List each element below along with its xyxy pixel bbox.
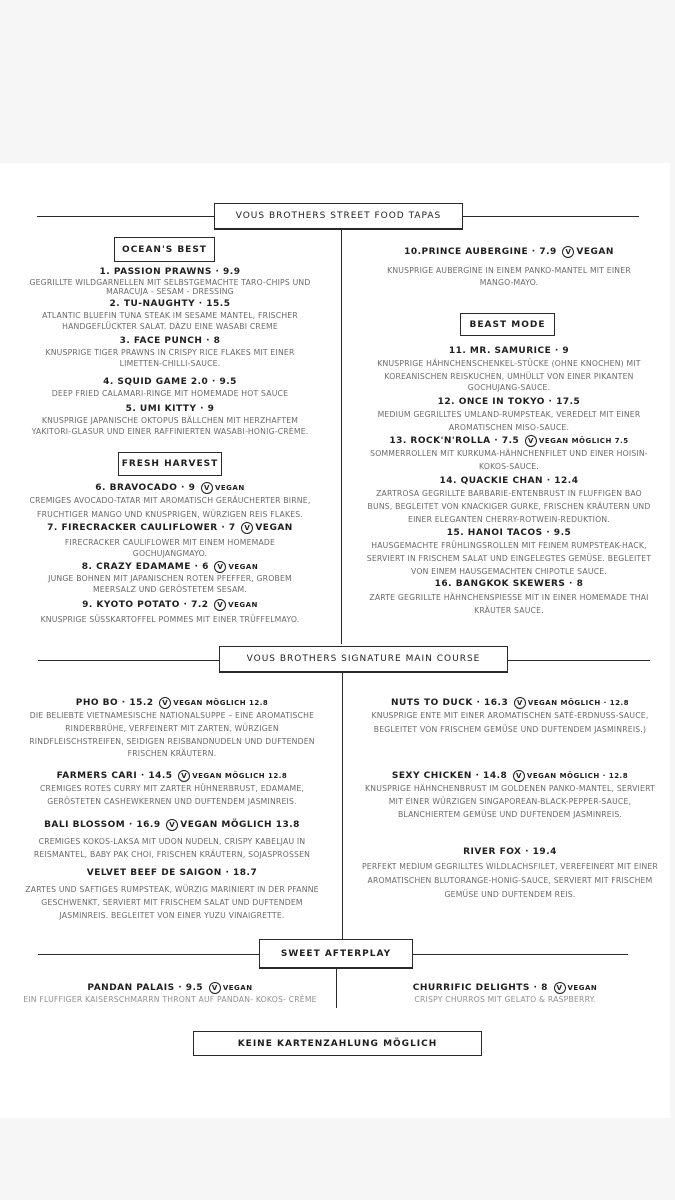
item-desc: JUNGE BOHNEN MIT JAPANISCHEN ROTEN PFEFFER, GROBEM <box>48 574 292 583</box>
item-title: 2. TU-NAUGHTY · 15.5 <box>109 299 231 309</box>
item-desc: KRÄUTER SAUCE. <box>474 606 544 615</box>
item-title: 15. HANOI TACOS · 9.5 <box>446 528 572 538</box>
item-title: PHO BO · 15.2 V VEGAN MÖGLICH 12.8 <box>75 698 269 708</box>
item-desc: RINDERBRÜHE, VERFEINERT MIT ZARTEN, WÜRZIGEN <box>65 724 279 733</box>
item-title: 12. ONCE IN TOKYO · 17.5 <box>437 397 581 407</box>
item-title: 14. QUACKIE CHAN · 12.4 <box>439 476 579 486</box>
item-title: 11. MR. SAMURICE · 9 <box>448 346 570 356</box>
menu-item <box>6 335 334 369</box>
menu-item <box>6 376 334 399</box>
item-title: 9. KYOTO POTATO · 7.2 V VEGAN <box>82 600 258 610</box>
item-desc: PERFEKT MEDIUM GEGRILLTES WILDLACHSFILET, VEREFEINERT MIT EINER <box>361 862 659 871</box>
item-desc: REISMANTEL, BABY PAK CHOI, FRISCHEN KRÄUTERN, SOJASPROSSEN <box>33 850 311 859</box>
sweet-divider <box>336 968 337 1008</box>
item-desc: MARACUJA - SESAM - DRESSING <box>106 287 234 296</box>
menu-item <box>340 982 670 1005</box>
menu-item <box>4 697 340 760</box>
item-desc: RINDFLEISCHSTREIFEN, SEIDIGEN REISBANDNUDELN UND DUFTENDEN <box>29 737 315 746</box>
item-desc: SERVIERT IN FRISCHEM SALAT UND EINGELEGTES GEMÜSE. BEGLEITET <box>366 554 652 563</box>
signature-divider <box>342 673 343 939</box>
item-desc: KOREANISCHEN REISKUCHEN, UMHÜLLT VON EINER PIKANTEN <box>384 372 634 381</box>
item-desc: GEMÜSE UND DUFTENDEM REIS. <box>444 890 576 899</box>
vegan-icon: V <box>201 482 213 494</box>
item-title: 8. CRAZY EDAMAME · 6 V VEGAN <box>81 562 259 572</box>
menu-item <box>350 345 668 392</box>
item-desc: KNUSPRIGE ENTE MIT EINER AROMATISCHEN SATÉ-ERDNUSS-SAUCE, <box>371 711 649 720</box>
item-desc: DEEP FRIED CALAMARI-RINGE MIT HOMEMADE HOT SAUCE <box>51 389 289 398</box>
menu-item <box>350 578 668 616</box>
item-title: PANDAN PALAIS · 9.5 V VEGAN <box>87 983 253 993</box>
item-desc: HANDGEFLÜCKTER SALAT. DAZU EINE WASABI CREME <box>62 322 278 331</box>
menu-item <box>4 819 340 861</box>
item-desc: EIN FLUFFIGER KAISERSCHMARRN THRONT AUF PANDAN- KOKOS- CRÈME <box>23 995 317 1004</box>
signature-header: VOUS BROTHERS SIGNATURE MAIN COURSE <box>219 646 508 673</box>
menu-sheet <box>0 163 670 1118</box>
item-desc: KOKOS-SAUCE. <box>479 462 539 471</box>
item-desc: YAKITORI-GLASUR UND EINER RAFFINIERTEN WASABI-HONIG-CRÈME. <box>31 427 309 436</box>
item-title: 7. FIRECRACKER CAULIFLOWER · 7 V VEGAN <box>47 523 293 533</box>
item-desc: GERÖSTETEN CASHEWKERNEN UND DUFTENDEM JASMINREIS. <box>47 797 297 806</box>
sweet-header: SWEET AFTERPLAY <box>259 939 413 969</box>
vegan-icon: V <box>562 246 574 258</box>
menu-item <box>350 527 668 578</box>
item-desc: KNUSPRIGE JAPANISCHE OKTOPUS BÄLLCHEN MIT HERZHAFTEM <box>41 416 299 425</box>
vegan-icon: V <box>214 561 226 573</box>
item-title: FARMERS CARI · 14.5 V VEGAN MÖGLICH 12.8 <box>56 771 288 781</box>
menu-item <box>350 770 670 821</box>
menu-item <box>4 770 340 808</box>
item-desc: ZARTROSA GEGRILLTE BARBARIE-ENTENBRUST IN FLUFFIGEN BAO <box>376 489 642 498</box>
menu-item <box>6 403 334 437</box>
item-desc: MANGO-MAYO. <box>479 278 539 287</box>
item-title: BALI BLOSSOM · 16.9 V VEGAN MÖGLICH 13.8 <box>44 820 300 830</box>
no-card-notice: KEINE KARTENZAHLUNG MÖGLICH <box>193 1031 482 1056</box>
item-desc: CREMIGES KOKOS-LAKSA MIT UDON NUDELN, CRISPY KABELJAU IN <box>38 837 306 846</box>
item-desc: MIT EINER WÜRZIGEN SINGAPOREAN-BLACK-PEPPER-SAUCE, <box>388 797 632 806</box>
item-desc: ATLANTIC BLUEFIN TUNA STEAK IM SESAME MANTEL, FRISCHER <box>42 311 298 320</box>
item-desc: CRISPY CHURROS MIT GELATO & RASPBERRY. <box>414 995 596 1004</box>
item-desc: KNUSPRIGE HÄHNCHENBRUST IM GOLDENEN PANKO-MANTEL, SERVIERT <box>365 784 655 793</box>
item-desc: KNUSPRIGE HÄHNCHENSCHENKEL-STÜCKE (OHNE KNOCHEN) MIT <box>377 359 641 368</box>
item-desc: BEGLEITET VON FRISCHEM GEMÜSE UND DUFTENDEM JASMINREIS.) <box>373 725 647 734</box>
item-title: 4. SQUID GAME 2.0 · 9.5 <box>103 377 237 387</box>
vegan-icon: V <box>166 819 178 831</box>
menu-item <box>4 867 340 922</box>
menu-item <box>350 846 670 902</box>
item-title: 1. PASSION PRAWNS · 9.9 <box>99 267 241 277</box>
fresh-harvest-header: FRESH HARVEST <box>118 452 222 476</box>
item-desc: LIMETTEN-CHILLI-SAUCE. <box>119 359 221 368</box>
menu-item <box>6 482 334 522</box>
vegan-icon: V <box>214 599 226 611</box>
item-title: RIVER FOX · 19.4 <box>463 847 557 857</box>
vegan-icon: V <box>513 770 525 782</box>
menu-item <box>350 697 670 737</box>
tapas-header: VOUS BROTHERS STREET FOOD TAPAS <box>214 203 463 230</box>
item-title: NUTS TO DUCK · 16.3 V VEGAN MÖGLICH · 12.8 <box>390 698 630 708</box>
item-title: 16. BANGKOK SKEWERS · 8 <box>434 579 584 589</box>
item-desc: FRISCHEN KRÄUTERN. <box>127 749 217 758</box>
beast-mode-header: BEAST MODE <box>460 313 555 336</box>
vegan-icon: V <box>159 697 171 709</box>
item-desc: KNUSPRIGE SÜSSKARTOFFEL POMMES MIT EINER TRÜFFELMAYO. <box>40 615 300 624</box>
menu-item <box>350 435 668 472</box>
item-title: 10.PRINCE AUBERGINE · 7.9 V VEGAN <box>404 247 614 257</box>
menu-item <box>6 561 334 595</box>
item-desc: FRUCHTIGER MANGO UND KNUSPRIGEN, WÜRZIGEN REIS FLAKES. <box>37 510 303 519</box>
item-title: 5. UMI KITTY · 9 <box>125 404 215 414</box>
item-desc: CREMIGES ROTES CURRY MIT ZARTER HÜHNERBRUST, EDAMAME, <box>39 784 305 793</box>
item-desc: GOCHUJANG-SAUCE. <box>467 383 551 392</box>
item-desc: MEDIUM GEGRILLTES UMLAND-RUMPSTEAK, VEREDELT MIT EINER <box>377 410 641 419</box>
item-desc: FIRECRACKER CAULIFLOWER MIT EINEM HOMEMADE <box>64 538 276 547</box>
oceans-best-header: OCEAN'S BEST <box>114 237 215 262</box>
item-desc: BLANCHIERTEM GEMÜSE UND DUFTENDEM JASMINREIS. <box>397 810 623 819</box>
item-desc: ZARTE GEGRILLTE HÄHNCHENSPIESSE MIT IN EINER HOMEMADE THAI <box>369 593 649 602</box>
item-title: CHURRIFIC DELIGHTS · 8 V VEGAN <box>412 983 598 993</box>
item-title: VELVET BEEF DE SAIGON · 18.7 <box>86 868 258 878</box>
item-desc: CREMIGES AVOCADO-TATAR MIT AROMATISCH GERÄUCHERTER BIRNE, <box>29 496 311 505</box>
item-desc: EINER ELEGANTEN CHERRY-ROTWEIN-REDUKTION. <box>408 515 610 524</box>
item-title: 13. ROCK'N'ROLLA · 7.5 V VEGAN MÖGLICH 7.5 <box>389 436 629 446</box>
item-title: 6. BRAVOCADO · 9 V VEGAN <box>95 483 245 493</box>
item-desc: AROMATISCHEN MISO-SAUCE. <box>448 423 570 432</box>
item-desc: MEERSALZ UND GERÖSTETEM SESAM. <box>92 585 248 594</box>
item-desc: ZARTES UND SAFTIGES RUMPSTEAK, WÜRZIG MARINIERT IN DER PFANNE <box>25 885 319 894</box>
vegan-icon: V <box>209 982 221 994</box>
menu-item <box>350 246 668 290</box>
item-desc: GOCHUJANGMAYO. <box>132 549 208 558</box>
item-desc: HAUSGEMACHTE FRÜHLINGSROLLEN MIT FEINEM RUMPSTEAK-HACK, <box>371 541 647 550</box>
menu-item <box>6 599 334 625</box>
item-desc: SOMMERROLLEN MIT KURKUMA-HÄHNCHENFILET UND EINER HOISIN- <box>370 449 648 458</box>
item-desc: DIE BELIEBTE VIETNAMESISCHE NATIONALSUPPE – EINE AROMATISCHE <box>29 711 315 720</box>
menu-item <box>6 266 334 295</box>
vegan-icon: V <box>241 522 253 534</box>
item-desc: GEGRILLTE WILDGARNELLEN MIT SELBSTGEMACHTE TARO-CHIPS UND <box>29 278 311 287</box>
tapas-divider <box>341 229 342 644</box>
item-desc: JASMINREIS. BEGLEITET VON EINER YUZU VINAIGRETTE. <box>59 911 285 920</box>
menu-item <box>350 475 668 526</box>
item-desc: KNUSPRIGE AUBERGINE IN EINEM PANKO-MANTEL MIT EINER <box>387 266 631 275</box>
item-title: 3. FACE PUNCH · 8 <box>119 336 221 346</box>
item-title: SEXY CHICKEN · 14.8 V VEGAN MÖGLICH · 12.8 <box>391 771 629 781</box>
item-desc: AROMATISCHEN BLUTORANGE-HONIG-SAUCE, SERVIERT MIT FRISCHEM <box>367 876 653 885</box>
menu-item <box>6 982 334 1005</box>
item-desc: GESCHWENKT, SERVIERT MIT FRISCHEM SALAT UND DUFTENDEM <box>41 898 303 907</box>
menu-item <box>350 396 668 433</box>
item-desc: KNUSPRIGE TIGER PRAWNS IN CRISPY RICE FLAKES MIT EINER <box>45 348 295 357</box>
vegan-icon: V <box>525 435 537 447</box>
menu-item <box>6 522 334 559</box>
menu-item <box>6 298 334 332</box>
vegan-icon: V <box>178 770 190 782</box>
item-desc: VON EINEM HAUSGEMACHTEN CHIPOTLE SAUCE. <box>411 567 607 576</box>
vegan-icon: V <box>514 697 526 709</box>
vegan-icon: V <box>554 982 566 994</box>
item-desc: BUNS, BEGLEITET VON KNACKIGER GURKE, FRISCHEN KRÄUTERN UND <box>367 502 651 511</box>
